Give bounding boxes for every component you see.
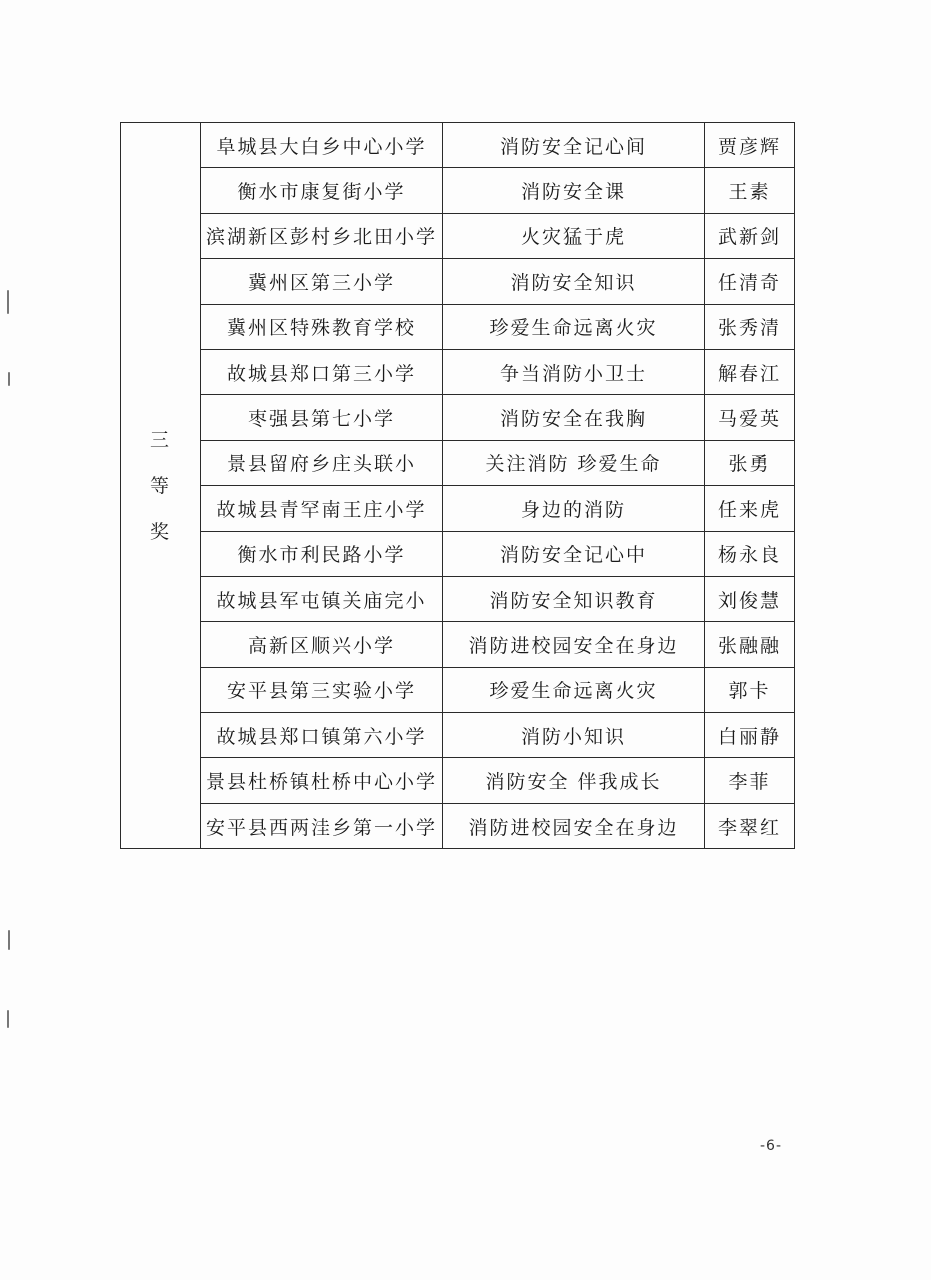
author-cell: 任来虎	[705, 486, 795, 531]
author-cell: 王素	[705, 168, 795, 213]
author-cell: 张勇	[705, 440, 795, 485]
table-row	[121, 349, 795, 394]
work-title-cell: 消防安全课	[443, 168, 705, 213]
work-title-cell: 消防安全知识	[443, 259, 705, 304]
table-row	[121, 758, 795, 803]
table-row	[121, 622, 795, 667]
school-cell: 景县杜桥镇杜桥中心小学	[201, 758, 443, 803]
school-cell: 故城县郑口第三小学	[201, 349, 443, 394]
award-level-char: 三	[149, 428, 171, 451]
scan-mark	[8, 372, 10, 386]
author-cell: 解春江	[705, 349, 795, 394]
school-cell: 衡水市利民路小学	[201, 531, 443, 576]
author-cell: 张融融	[705, 622, 795, 667]
page-number: -6-	[760, 1138, 783, 1154]
school-cell: 安平县第三实验小学	[201, 667, 443, 712]
table-row	[121, 395, 795, 440]
work-title-cell: 消防进校园安全在身边	[443, 622, 705, 667]
award-table	[120, 122, 795, 849]
table-row	[121, 440, 795, 485]
school-cell: 故城县青罕南王庄小学	[201, 486, 443, 531]
work-title-cell: 消防安全在我胸	[443, 395, 705, 440]
school-cell: 安平县西两洼乡第一小学	[201, 803, 443, 848]
award-level-char: 等	[149, 474, 171, 497]
work-title-cell: 消防安全知识教育	[443, 576, 705, 621]
table-row	[121, 803, 795, 848]
author-cell: 任清奇	[705, 259, 795, 304]
work-title-cell: 消防进校园安全在身边	[443, 803, 705, 848]
author-cell: 武新剑	[705, 213, 795, 258]
table-row	[121, 168, 795, 213]
award-level-label	[121, 417, 200, 555]
table-row	[121, 576, 795, 621]
author-cell: 贾彦辉	[705, 123, 795, 168]
work-title-cell: 争当消防小卫士	[443, 349, 705, 394]
school-cell: 阜城县大白乡中心小学	[201, 123, 443, 168]
scan-mark	[8, 930, 10, 950]
author-cell: 李翠红	[705, 803, 795, 848]
author-cell: 张秀清	[705, 304, 795, 349]
school-cell: 高新区顺兴小学	[201, 622, 443, 667]
award-table-body	[121, 123, 795, 849]
work-title-cell: 关注消防 珍爱生命	[443, 440, 705, 485]
school-cell: 滨湖新区彭村乡北田小学	[201, 213, 443, 258]
author-cell: 白丽静	[705, 713, 795, 758]
school-cell: 故城县军屯镇关庙完小	[201, 576, 443, 621]
work-title-cell: 消防安全记心间	[443, 123, 705, 168]
school-cell: 故城县郑口镇第六小学	[201, 713, 443, 758]
table-row	[121, 531, 795, 576]
table-row	[121, 123, 795, 168]
table-row	[121, 213, 795, 258]
table-row	[121, 667, 795, 712]
school-cell: 冀州区第三小学	[201, 259, 443, 304]
award-level-cell	[121, 123, 201, 849]
work-title-cell: 珍爱生命远离火灾	[443, 304, 705, 349]
table-row	[121, 304, 795, 349]
scan-mark	[7, 1010, 9, 1028]
work-title-cell: 身边的消防	[443, 486, 705, 531]
author-cell: 杨永良	[705, 531, 795, 576]
work-title-cell: 火灾猛于虎	[443, 213, 705, 258]
work-title-cell: 消防安全 伴我成长	[443, 758, 705, 803]
table-row	[121, 259, 795, 304]
school-cell: 衡水市康复街小学	[201, 168, 443, 213]
table-row	[121, 486, 795, 531]
school-cell: 冀州区特殊教育学校	[201, 304, 443, 349]
author-cell: 李菲	[705, 758, 795, 803]
work-title-cell: 消防安全记心中	[443, 531, 705, 576]
work-title-cell: 珍爱生命远离火灾	[443, 667, 705, 712]
award-level-char: 奖	[149, 520, 171, 543]
school-cell: 枣强县第七小学	[201, 395, 443, 440]
table-row	[121, 713, 795, 758]
author-cell: 马爱英	[705, 395, 795, 440]
author-cell: 刘俊慧	[705, 576, 795, 621]
author-cell: 郭卡	[705, 667, 795, 712]
school-cell: 景县留府乡庄头联小	[201, 440, 443, 485]
work-title-cell: 消防小知识	[443, 713, 705, 758]
scan-mark	[7, 290, 9, 314]
